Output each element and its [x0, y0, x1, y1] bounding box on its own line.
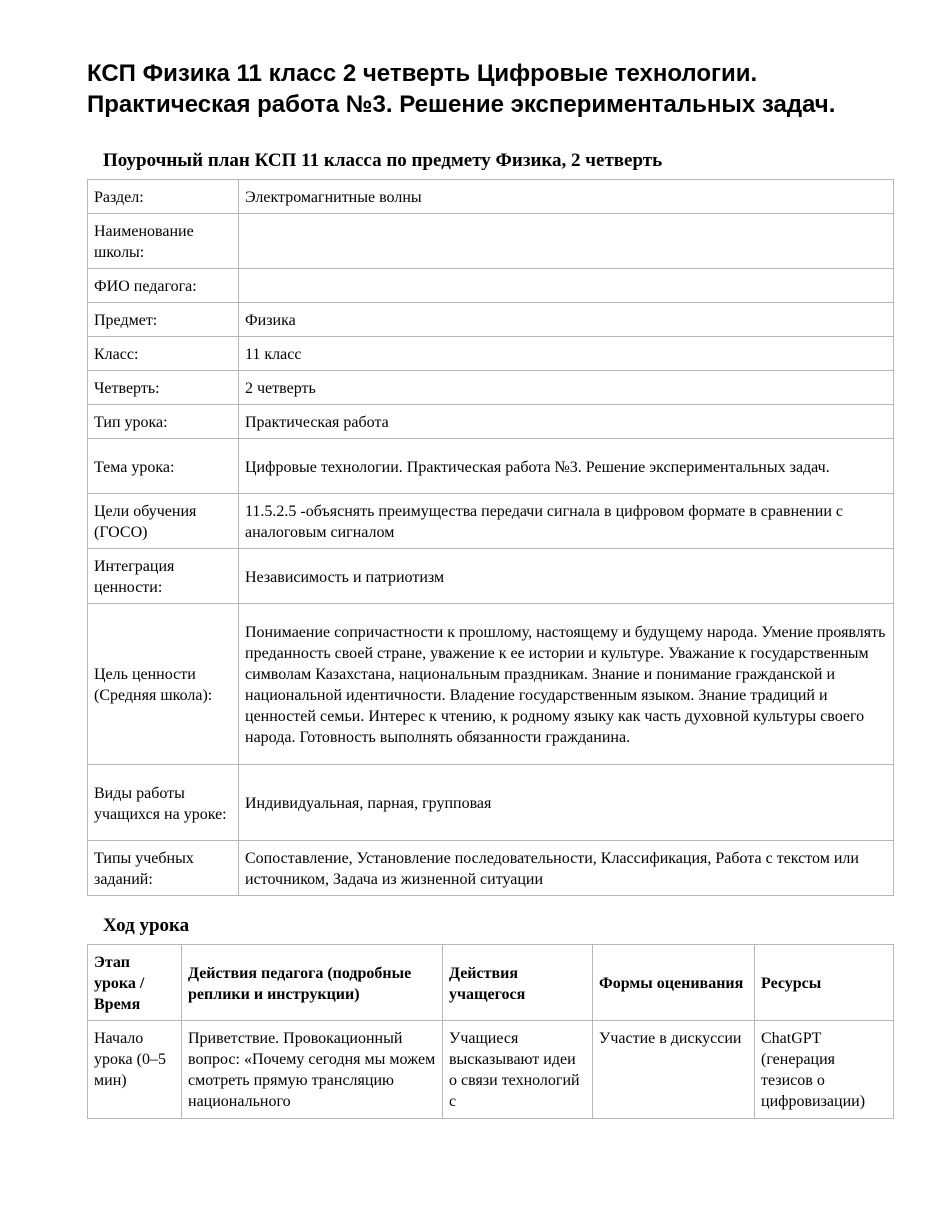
- table-row: [88, 214, 894, 269]
- table-row: [88, 180, 894, 214]
- info-label: Интеграция ценности:: [88, 549, 239, 604]
- student-actions-cell: Учащиеся высказывают идеи о связи технологий с: [443, 1021, 593, 1119]
- table-row: [88, 604, 894, 765]
- info-label: Цели обучения (ГОСО): [88, 494, 239, 549]
- column-header-resources: Ресурсы: [755, 945, 894, 1021]
- column-header-stage: Этап урока / Время: [88, 945, 182, 1021]
- column-header-assessment: Формы оценивания: [593, 945, 755, 1021]
- info-value: Индивидуальная, парная, групповая: [239, 765, 894, 841]
- table-row: [88, 371, 894, 405]
- info-label: ФИО педагога:: [88, 269, 239, 303]
- info-value: 2 четверть: [239, 371, 894, 405]
- lesson-course-table: [87, 944, 894, 1119]
- info-label: Раздел:: [88, 180, 239, 214]
- info-label: Тип урока:: [88, 405, 239, 439]
- column-header-student: Действия учащегося: [443, 945, 593, 1021]
- assessment-cell: Участие в дискуссии: [593, 1021, 755, 1119]
- info-value: Сопоставление, Установление последовательности, Классификация, Работа с текстом или источником, Задача из жизненной ситуации: [239, 841, 894, 896]
- info-value: Электромагнитные волны: [239, 180, 894, 214]
- info-label: Предмет:: [88, 303, 239, 337]
- course-heading: Ход урока: [103, 915, 190, 936]
- table-row: [88, 841, 894, 896]
- column-header-teacher: Действия педагога (подробные реплики и инструкции): [182, 945, 443, 1021]
- table-row: [88, 439, 894, 494]
- table-row: [88, 269, 894, 303]
- info-value: Физика: [239, 303, 894, 337]
- info-label: Типы учебных заданий:: [88, 841, 239, 896]
- table-row: [88, 765, 894, 841]
- plan-heading: Поурочный план КСП 11 класса по предмету Физика, 2 четверть: [103, 150, 663, 171]
- resources-cell: ChatGPT (генерация тезисов о цифровизации): [755, 1021, 894, 1119]
- info-label: Четверть:: [88, 371, 239, 405]
- table-row: [88, 303, 894, 337]
- info-value: Независимость и патриотизм: [239, 549, 894, 604]
- info-label: Класс:: [88, 337, 239, 371]
- info-value: [239, 214, 894, 269]
- lesson-info-table: [87, 179, 894, 896]
- info-label: Цель ценности (Средняя школа):: [88, 604, 239, 765]
- info-value: Практическая работа: [239, 405, 894, 439]
- info-value: Цифровые технологии. Практическая работа №3. Решение экспериментальных задач.: [239, 439, 894, 494]
- stage-cell: Начало урока (0–5 мин): [88, 1021, 182, 1119]
- table-row: [88, 405, 894, 439]
- info-value: 11 класс: [239, 337, 894, 371]
- table-row: [88, 337, 894, 371]
- info-value: [239, 269, 894, 303]
- table-row: [88, 1021, 894, 1119]
- info-value: Понимаение сопричастности к прошлому, настоящему и будущему народа. Умение проявлять преданность своей стране, уважение к ее истории и культуре. Уважание к государственным символам Казахстана, национальным праздникам. Знание и понимание гражданской и национальной идентичности. Владение государственным языком. Знание традиций и ценностей семьи. Интерес к чтению, к родному языку как часть духовной культуры своего народа. Готовность выполнять обязанности гражданина.: [239, 604, 894, 765]
- table-header-row: [88, 945, 894, 1021]
- table-row: [88, 494, 894, 549]
- teacher-actions-cell: Приветствие. Провокационный вопрос: «Почему сегодня мы можем смотреть прямую трансляцию национального: [182, 1021, 443, 1119]
- info-value: 11.5.2.5 -объяснять преимущества передачи сигнала в цифровом формате в сравнении с аналоговым сигналом: [239, 494, 894, 549]
- info-label: Наименование школы:: [88, 214, 239, 269]
- info-label: Тема урока:: [88, 439, 239, 494]
- document-page: [87, 58, 893, 1119]
- document-title: КСП Физика 11 класс 2 четверть Цифровые технологии. Практическая работа №3. Решение экспериментальных задач.: [87, 60, 836, 118]
- table-row: [88, 549, 894, 604]
- info-label: Виды работы учащихся на уроке:: [88, 765, 239, 841]
